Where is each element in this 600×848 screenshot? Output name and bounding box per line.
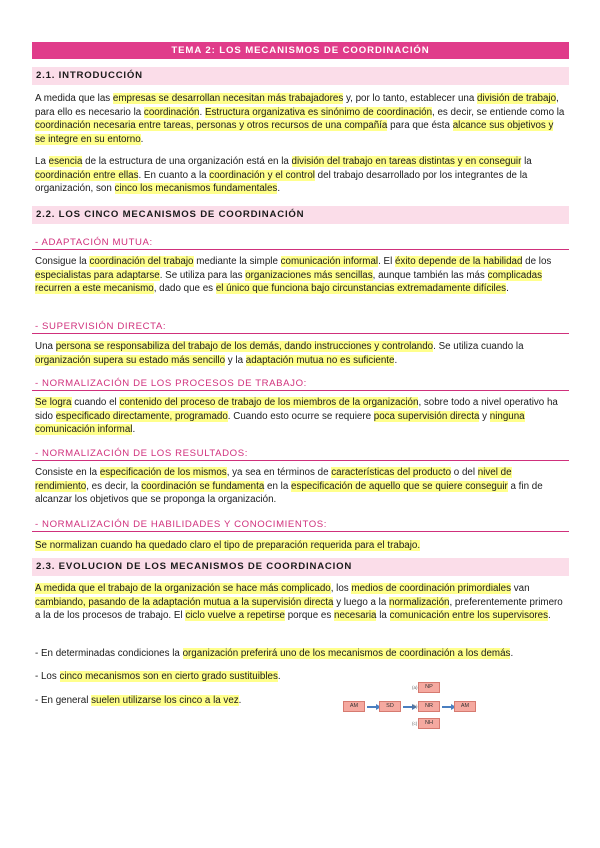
evolucion-bullet-1: - En determinadas condiciones la organización preferirá uno de los mecanismos de coordinación a los demás. [35, 648, 514, 659]
highlighted-text: complicadas recurren a este mecanismo [35, 269, 543, 295]
habilidades-text [35, 539, 565, 553]
label-c: (c) [412, 721, 418, 726]
procesos-text: Se logra cuando el contenido del proceso de trabajo de los miembros de la organización, sobre todo a nivel operativo ha sido especificado directamente, programado. Cuando esto ocurre se requiere poca supervisión directa y ninguna comunicación informal. [35, 397, 558, 436]
highlighted-text: normalización [389, 596, 450, 608]
highlighted-text: organización preferirá uno de los mecanismos de coordinación a los demás [182, 648, 511, 659]
highlighted-text: especificación de aquello que se quiere conseguir [291, 480, 508, 492]
highlighted-text: alcance sus objetivos y se integre en su entorno [35, 120, 554, 145]
highlighted-text: medios de coordinación primordiales [351, 583, 511, 594]
highlighted-text: nivel de rendimiento [35, 467, 512, 492]
subheading-adaptacion: - ADAPTACIÓN MUTUA: [32, 236, 569, 250]
highlighted-text: especificación de los mismos [99, 467, 227, 478]
highlighted-text: Se logra [35, 397, 72, 408]
highlighted-text: cinco los mecanismos fundamentales [114, 183, 278, 195]
highlighted-text: coordinación del trabajo [89, 256, 194, 267]
label-b: (b) [412, 704, 418, 709]
coordination-cycle-diagram [337, 677, 487, 737]
highlighted-text: suelen utilizarse los cinco a la vez [91, 695, 239, 706]
highlighted-text: comunicación entre los supervisores [389, 610, 549, 622]
section-heading-evolucion: 2.3. EVOLUCION DE LOS MECANISMOS DE COORDINACION [32, 558, 569, 576]
arrow-nr-am [442, 706, 452, 708]
resultados-text: Consiste en la especificación de los mismos, ya sea en términos de características del producto o del nivel de rendimiento, es decir, la coordinación se fundamenta en la especificación de aquello que se quiere conseguir a fin de alcanzar los objetivos que se proponga la organización. [35, 467, 543, 506]
node-nh: NH [418, 718, 440, 729]
highlighted-text: A medida que el trabajo de la organización se hace más complicado [35, 583, 331, 594]
highlighted-text: empresas se desarrollan necesitan más trabajadores [112, 93, 344, 104]
highlighted-text: persona se responsabiliza del trabajo de los demás, dando instrucciones y controlando [55, 341, 434, 352]
node-am-start: AM [343, 701, 365, 712]
highlighted-text: organización supera su estado más sencillo [35, 354, 226, 366]
supervision-text: Una persona se responsabiliza del trabajo de los demás, dando instrucciones y controlando. Se utiliza cuando la organización supera su estado más sencillo y la adaptación mutua no es suficiente. [35, 341, 524, 366]
highlighted-text: coordinación necesaria entre tareas, personas y otros recursos de una compañía [35, 120, 388, 132]
node-nr: NR [418, 701, 440, 712]
highlighted-text: contenido del proceso de trabajo de los miembros de la organización [119, 397, 419, 408]
arrow-am-sd [367, 706, 377, 708]
highlighted-text: ciclo vuelve a repetirse [185, 610, 285, 622]
intro-paragraph-1: A medida que las empresas se desarrollan necesitan más trabajadores y, por lo tanto, establecer una división de trabajo, para ello es necesario la coordinación. Estructura organizativa es sinónimo de coordinación, es decir, se entiende como la coordinación necesaria entre tareas, personas y otros recursos de una compañía para que ésta alcance sus objetivos y se integre en su entorno. [35, 93, 565, 145]
label-a: (a) [412, 685, 418, 690]
highlighted-text: el único que funciona bajo circunstancias extremadamente difíciles [215, 283, 507, 295]
highlighted-text: coordinación se fundamenta [141, 480, 265, 492]
evolucion-paragraph: A medida que el trabajo de la organización se hace más complicado, los medios de coordinación primordiales van cambiando, pasando de la adaptación mutua a la supervisión directa y luego a la normalización, preferentemente primero a la de los procesos de trabajo. El ciclo vuelve a repetirse porque es necesaria la comunicación entre los supervisores. [35, 583, 563, 622]
highlighted-text: especialistas para adaptarse [35, 269, 160, 281]
highlighted-text: éxito depende de la habilidad [394, 256, 523, 267]
section-heading-mechanisms: 2.2. LOS CINCO MECANISMOS DE COORDINACIÓN [32, 206, 569, 224]
subheading-supervision: - SUPERVISIÓN DIRECTA: [32, 320, 569, 334]
highlighted-text: cambiando, pasando de la adaptación mutua a la supervisión directa [35, 596, 334, 608]
highlighted-text: coordinación y el control [209, 169, 315, 181]
subheading-resultados: - NORMALIZACIÓN DE LOS RESULTADOS: [32, 447, 569, 461]
highlighted-text: especificado directamente, programado [55, 410, 228, 422]
highlighted-text: cinco mecanismos son en cierto grado sustituibles [59, 671, 278, 682]
highlighted-text: Estructura organizativa es sinónimo de coordinación [204, 106, 433, 118]
highlighted-text: coordinación [143, 106, 200, 118]
node-sd: SD [379, 701, 401, 712]
highlighted-text: adaptación mutua no es suficiente [245, 354, 395, 366]
highlighted-text: organizaciones más sencillas [245, 269, 373, 281]
evolucion-bullet-3: - En general suelen utilizarse los cinco a la vez. [35, 695, 242, 706]
highlighted-text: división del trabajo en tareas distintas y en conseguir [291, 156, 522, 167]
highlighted-text: Se normalizan cuando ha quedado claro el tipo de preparación requerida para el trabajo. [35, 540, 421, 551]
highlighted-text: características del producto [331, 467, 452, 478]
highlighted-text: ninguna comunicación informal [35, 410, 525, 436]
chapter-title: TEMA 2: LOS MECANISMOS DE COORDINACIÓN [32, 42, 569, 59]
evolucion-bullet-2: - Los cinco mecanismos son en cierto grado sustituibles. [35, 671, 281, 682]
highlighted-text: comunicación informal [280, 256, 379, 267]
subheading-procesos: - NORMALIZACIÓN DE LOS PROCESOS DE TRABAJO: [32, 377, 569, 391]
highlighted-text: división de trabajo [477, 93, 557, 104]
highlighted-text: poca supervisión directa [373, 410, 480, 422]
section-heading-intro: 2.1. INTRODUCCIÓN [32, 67, 569, 85]
intro-paragraph-2: La esencia de la estructura de una organización está en la división del trabajo en tareas distintas y en conseguir la coordinación entre ellas. En cuanto a la coordinación y el control del trabajo desarrollado por los integrantes de la organización, son cinco los mecanismos fundamentales. [35, 156, 532, 195]
node-np: NP [418, 682, 440, 693]
node-am-end: AM [454, 701, 476, 712]
adaptacion-text: Consigue la coordinación del trabajo mediante la simple comunicación informal. El éxito depende de la habilidad de los especialistas para adaptarse. Se utiliza para las organizaciones más sencillas, aunque también las más complicadas recurren a este mecanismo, dado que es el único que funciona bajo circunstancias extremadamente difíciles. [35, 256, 552, 295]
highlighted-text: coordinación entre ellas [35, 169, 139, 181]
highlighted-text: necesaria [334, 610, 377, 622]
subheading-habilidades: - NORMALIZACIÓN DE HABILIDADES Y CONOCIMIENTOS: [32, 518, 569, 532]
highlighted-text: esencia [48, 156, 83, 167]
